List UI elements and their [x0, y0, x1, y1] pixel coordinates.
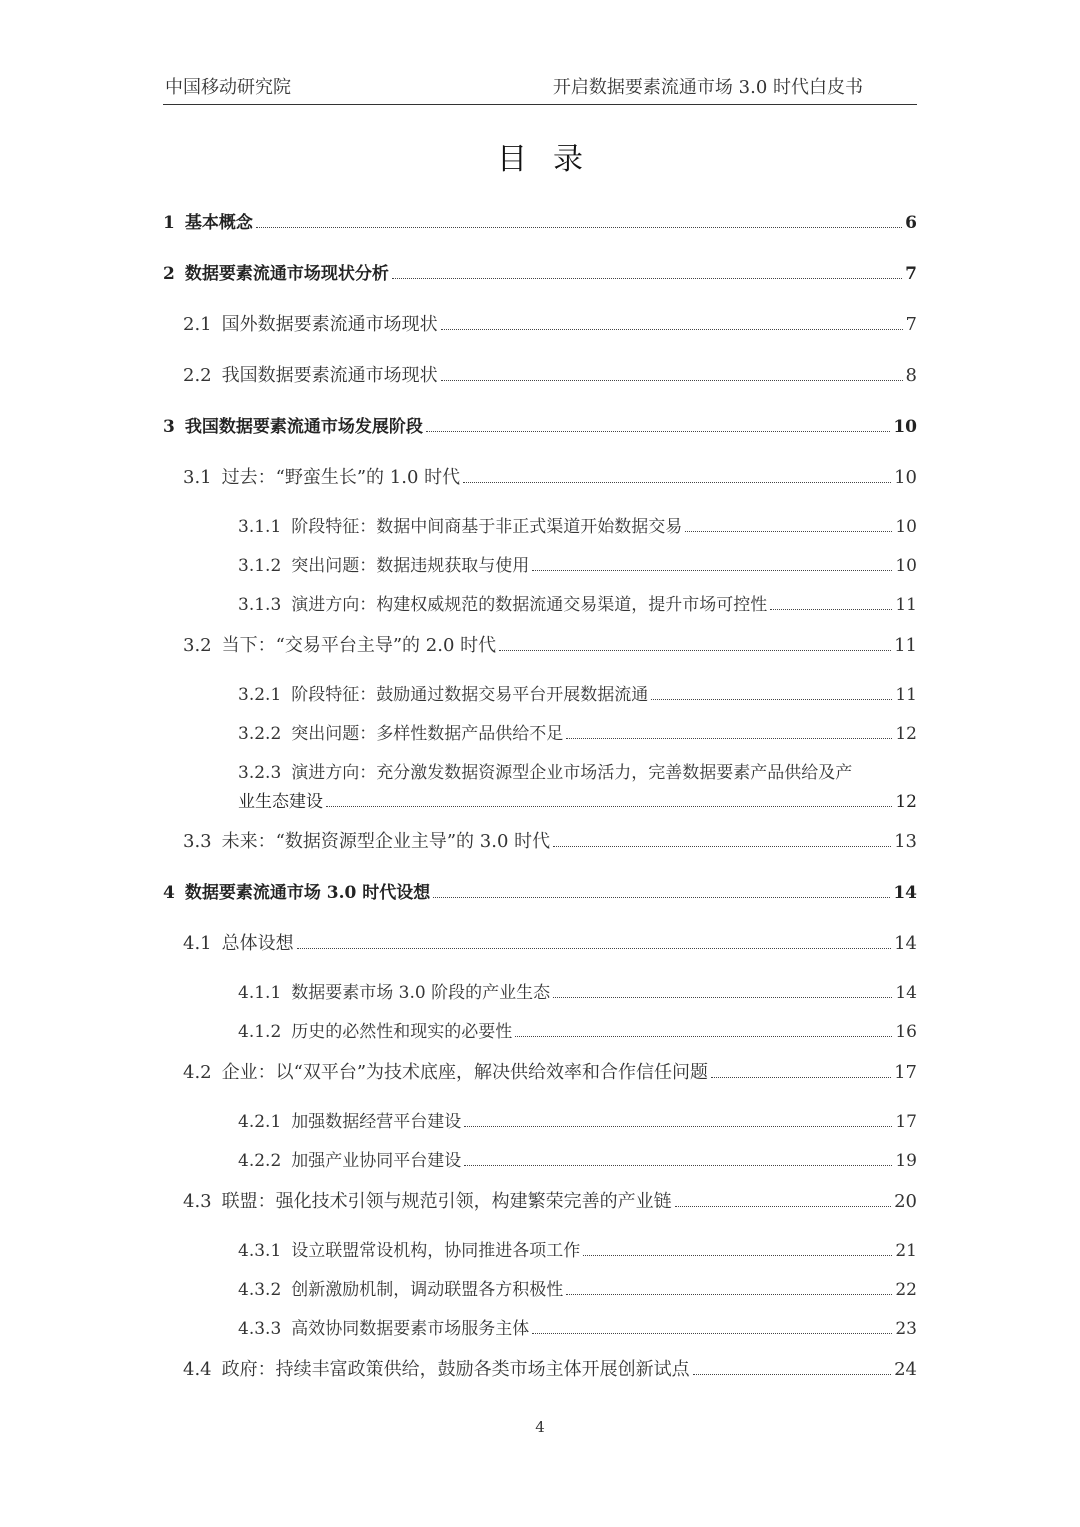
toc-entry-4-1[interactable]: [183, 931, 917, 957]
toc-entry-title: 阶段特征：鼓励通过数据交易平台开展数据流通: [291, 685, 649, 705]
toc-entry-page: 14: [893, 883, 917, 903]
toc-entry-3-3[interactable]: [183, 829, 917, 855]
toc-dot-leader: [441, 329, 903, 330]
toc-dot-leader: [297, 948, 891, 949]
toc-entry-title: 数据要素流通市场 3.0 时代设想: [184, 883, 431, 903]
toc-entry-number: 3.2.3: [238, 763, 282, 783]
toc-entry-title: 我国数据要素流通市场发展阶段: [184, 417, 423, 437]
toc-entry-3-2-2[interactable]: [238, 721, 917, 747]
toc-entry-number: 3.1: [183, 467, 212, 488]
toc-dot-leader: [583, 1255, 892, 1256]
toc-entry-4-3[interactable]: [183, 1189, 917, 1215]
toc-entry-title: 总体设想: [221, 933, 294, 954]
toc-entry-1[interactable]: [163, 210, 917, 236]
toc-entry-3-1-2[interactable]: [238, 553, 917, 579]
toc-entry-4-2[interactable]: [183, 1060, 917, 1086]
toc-entry-title: 加强产业协同平台建设: [291, 1151, 462, 1171]
toc-entry-number: 3.2: [183, 635, 212, 656]
toc-entry-title: 政府：持续丰富政策供给，鼓励各类市场主体开展创新试点: [221, 1359, 690, 1380]
toc-entry-title: 设立联盟常设机构，协同推进各项工作: [291, 1241, 581, 1261]
toc-entry-page: 11: [894, 635, 917, 656]
toc-entry-page: 11: [895, 595, 917, 615]
toc-entry-2[interactable]: [163, 261, 917, 287]
toc-dot-leader: [463, 482, 891, 483]
toc-entry-number: 4.1: [183, 933, 212, 954]
toc-entry-number: 4.3.2: [238, 1280, 282, 1300]
toc-entry-3-1-1[interactable]: [238, 514, 917, 540]
toc-entry-number: 4.3: [183, 1191, 212, 1212]
toc-entry-page: 8: [905, 365, 917, 386]
toc-entry-number: 3.2.2: [238, 724, 282, 744]
toc-entry-title: 过去：“野蛮生长”的 1.0 时代: [221, 467, 461, 488]
toc-entry-title: 联盟：强化技术引领与规范引领，构建繁荣完善的产业链: [221, 1191, 672, 1212]
toc-entry-number: 3.3: [183, 831, 212, 852]
toc-entry-number: 4: [163, 883, 175, 903]
toc-entry-page: 10: [895, 556, 917, 576]
toc-dot-leader: [499, 650, 891, 651]
toc-entry-number: 2.2: [183, 365, 212, 386]
toc-entry-page: 6: [905, 213, 917, 233]
toc-entry-title: 演进方向：构建权威规范的数据流通交易渠道，提升市场可控性: [291, 595, 768, 615]
toc-dot-leader: [566, 1294, 892, 1295]
toc-entry-title: 突出问题：数据违规获取与使用: [291, 556, 530, 576]
toc-dot-leader: [532, 1333, 892, 1334]
toc-entry-number: 4.3.3: [238, 1319, 282, 1339]
toc-entry-page: 16: [895, 1022, 917, 1042]
page-header: [163, 76, 917, 105]
toc-dot-leader: [441, 380, 903, 381]
toc-entry-page: 10: [895, 517, 917, 537]
toc-entry-number: 2: [163, 264, 175, 284]
toc-entry-3-2-3-continued[interactable]: [238, 789, 917, 815]
toc-entry-3-2-3[interactable]: [238, 760, 917, 786]
toc-dot-leader: [326, 806, 892, 807]
toc-entry-4-2-2[interactable]: [238, 1148, 917, 1174]
toc-entry-title: 我国数据要素流通市场现状: [221, 365, 438, 386]
toc-entry-4[interactable]: [163, 880, 917, 906]
toc-entry-page: 12: [895, 724, 917, 744]
toc-entry-title: 演进方向：充分激发数据资源型企业市场活力，完善数据要素产品供给及产: [291, 763, 853, 783]
toc-entry-4-2-1[interactable]: [238, 1109, 917, 1135]
toc-entry-title: 未来：“数据资源型企业主导”的 3.0 时代: [221, 831, 551, 852]
toc-entry-page: 23: [895, 1319, 917, 1339]
toc-entry-title: 数据要素流通市场现状分析: [184, 264, 389, 284]
toc-entry-title: 加强数据经营平台建设: [291, 1112, 462, 1132]
toc-dot-leader: [553, 997, 892, 998]
toc-dot-leader: [693, 1374, 891, 1375]
toc-dot-leader: [464, 1126, 892, 1127]
toc-entry-number: 4.2.1: [238, 1112, 282, 1132]
toc-entry-4-1-2[interactable]: [238, 1019, 917, 1045]
toc-entry-number: 3.1.2: [238, 556, 282, 576]
toc-entry-title: 数据要素市场 3.0 阶段的产业生态: [291, 983, 551, 1003]
toc-entry-number: 2.1: [183, 314, 212, 335]
toc-entry-2-2[interactable]: [183, 363, 917, 389]
toc-entry-title: 创新激励机制，调动联盟各方积极性: [291, 1280, 564, 1300]
toc-entry-title: 国外数据要素流通市场现状: [221, 314, 438, 335]
toc-entry-page: 10: [893, 417, 917, 437]
toc-entry-title: 基本概念: [184, 213, 253, 233]
toc-dot-leader: [685, 531, 892, 532]
toc-entry-4-4[interactable]: [183, 1357, 917, 1383]
toc-dot-leader: [770, 609, 892, 610]
toc-entry-number: 4.4: [183, 1359, 212, 1380]
toc-entry-page: 14: [894, 933, 917, 954]
toc-entry-number: 3: [163, 417, 175, 437]
toc-entry-number: 3.2.1: [238, 685, 282, 705]
toc-entry-page: 11: [895, 685, 917, 705]
toc-entry-4-3-3[interactable]: [238, 1316, 917, 1342]
toc-dot-leader: [675, 1206, 891, 1207]
toc-entry-3[interactable]: [163, 414, 917, 440]
toc-entry-page: 7: [905, 264, 917, 284]
toc-entry-title-continued: 业生态建设: [238, 792, 323, 812]
header-document-title: 开启数据要素流通市场 3.0 时代白皮书: [552, 77, 863, 98]
toc-dot-leader: [711, 1077, 891, 1078]
toc-heading: 目录: [497, 142, 609, 177]
toc-entry-page: 22: [895, 1280, 917, 1300]
toc-entry-title: 阶段特征：数据中间商基于非正式渠道开始数据交易: [291, 517, 683, 537]
toc-entry-page: 17: [894, 1062, 917, 1083]
toc-entry-title: 突出问题：多样性数据产品供给不足: [291, 724, 564, 744]
toc-dot-leader: [256, 227, 902, 228]
toc-entry-4-3-1[interactable]: [238, 1238, 917, 1264]
toc-entry-number: 4.2.2: [238, 1151, 282, 1171]
page-number: 4: [535, 1418, 545, 1436]
toc-entry-number: 3.1.3: [238, 595, 282, 615]
toc-dot-leader: [433, 897, 890, 898]
header-organization: 中国移动研究院: [165, 77, 291, 98]
toc-entry-page: 24: [894, 1359, 917, 1380]
toc-entry-number: 3.1.1: [238, 517, 282, 537]
toc-entry-page: 17: [895, 1112, 917, 1132]
toc-entry-page: 7: [905, 314, 917, 335]
toc-entry-number: 4.1.1: [238, 983, 282, 1003]
toc-entry-3-1-3[interactable]: [238, 592, 917, 618]
toc-dot-leader: [553, 846, 891, 847]
toc-entry-title: 企业：以“双平台”为技术底座，解决供给效率和合作信任问题: [221, 1062, 709, 1083]
toc-dot-leader: [464, 1165, 892, 1166]
toc-dot-leader: [392, 278, 902, 279]
toc-entry-number: 4.3.1: [238, 1241, 282, 1261]
toc-entry-4-1-1[interactable]: [238, 980, 917, 1006]
toc-entry-page: 14: [895, 983, 917, 1003]
toc-entry-page: 21: [895, 1241, 917, 1261]
toc-entry-3-2-1[interactable]: [238, 682, 917, 708]
toc-dot-leader: [515, 1036, 892, 1037]
toc-entry-page: 10: [894, 467, 917, 488]
toc-entry-page: 19: [895, 1151, 917, 1171]
toc-entry-number: 1: [163, 213, 175, 233]
toc-entry-4-3-2[interactable]: [238, 1277, 917, 1303]
toc-dot-leader: [566, 738, 892, 739]
toc-entry-title: 高效协同数据要素市场服务主体: [291, 1319, 530, 1339]
toc-entry-title: 历史的必然性和现实的必要性: [291, 1022, 513, 1042]
toc-entry-page: 12: [895, 792, 917, 812]
toc-entry-page: 20: [894, 1191, 917, 1212]
toc-entry-page: 13: [894, 831, 917, 852]
toc-entry-3-2[interactable]: [183, 633, 917, 659]
toc-dot-leader: [651, 699, 892, 700]
toc-entry-number: 4.2: [183, 1062, 212, 1083]
toc-entry-2-1[interactable]: [183, 312, 917, 338]
toc-entry-3-1[interactable]: [183, 465, 917, 491]
toc-dot-leader: [532, 570, 892, 571]
toc-entry-number: 4.1.2: [238, 1022, 282, 1042]
toc-entry-title: 当下：“交易平台主导”的 2.0 时代: [221, 635, 497, 656]
toc-dot-leader: [426, 431, 890, 432]
